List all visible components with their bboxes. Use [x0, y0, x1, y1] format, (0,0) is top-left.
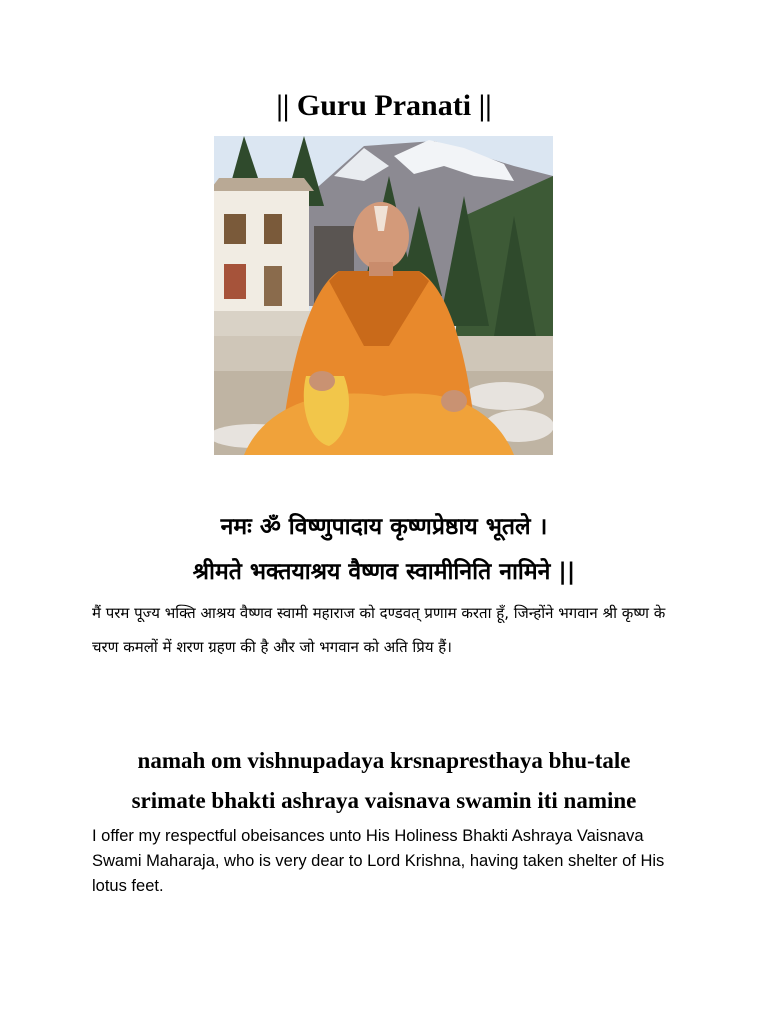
window-2: [264, 214, 282, 244]
building-roof: [214, 178, 314, 191]
transliteration-line-1: namah om vishnupadaya krsnapresthaya bhu-tale: [137, 748, 631, 773]
left-hand: [309, 371, 335, 391]
photo-illustration: [214, 136, 553, 455]
door: [264, 266, 282, 306]
sanskrit-verse-line-1: नमः ॐ विष्णुपादाय कृष्णप्रेष्ठाय भूतले ।: [220, 514, 548, 540]
english-translation: I offer my respectful obeisances unto His Holiness Bhakti Ashraya Vaisnava Swami Maharaja, who is very dear to Lord Krishna, having taken shelter of His lotus feet.: [92, 827, 665, 895]
neck: [369, 262, 393, 276]
window-3: [224, 264, 246, 299]
transliteration-line-2: srimate bhakti ashraya vaisnava swamin iti namine: [131, 788, 637, 813]
guru-photo: [214, 136, 553, 455]
page-title: || Guru Pranati ||: [276, 89, 492, 122]
sanskrit-verse-line-2: श्रीमते भक्तयाश्रय वैष्णव स्वामीनिति नामिने ||: [192, 559, 576, 585]
right-hand: [441, 390, 467, 412]
window-1: [224, 214, 246, 244]
hindi-translation: मैं परम पूज्य भक्ति आश्रय वैष्णव स्वामी महाराज को दण्डवत् प्रणाम करता हूँ, जिन्होंने भगवान श्री कृष्ण के चरण कमलों में शरण ग्रहण की है और जो भगवान को अति प्रिय हैं।: [92, 604, 666, 656]
